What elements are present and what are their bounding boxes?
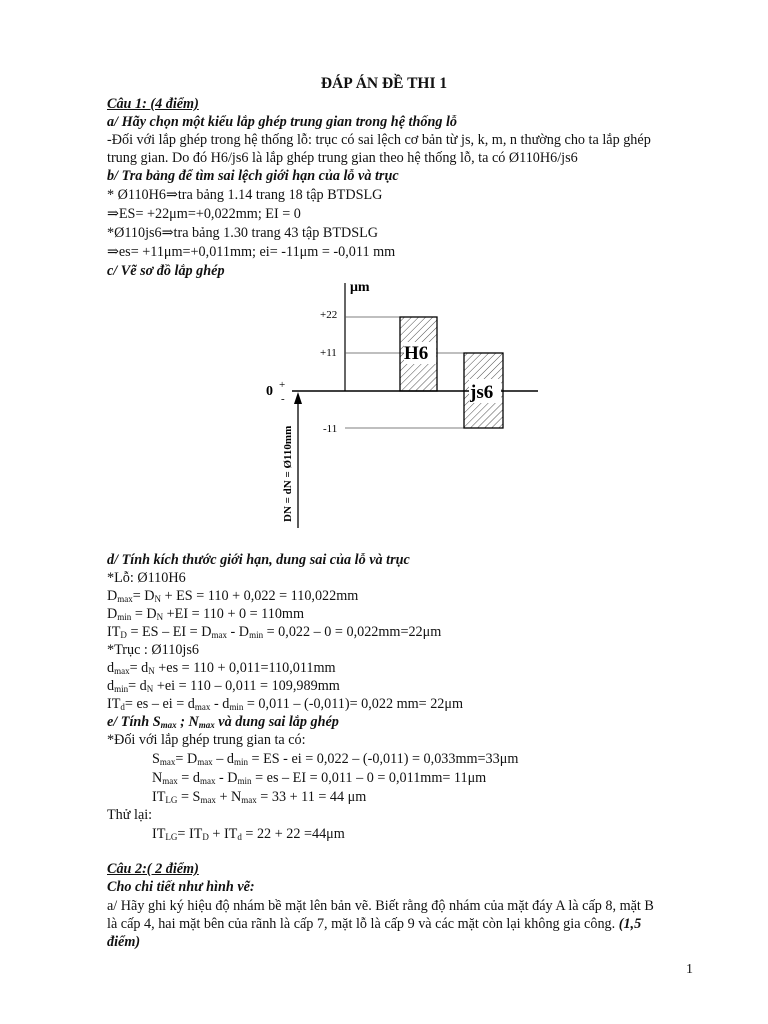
tick-p11: +11 [320,347,337,359]
q1-e-nmax: $N_{max} = d_{max} - D_{min}$ = es – EI = 0,011 – 0 = 0,011mm= 11μm [152,770,487,786]
nominal-arrow-head [294,392,302,404]
q1-check-equation: $IT_{LG}= IT_D + IT_d = 22 + 22 =44\mu m$ [152,826,345,842]
page-number: 1 [686,962,693,977]
q1-d-dmin: $D_{min} = D_N +EI = 110 + 0 = 110mm$ [107,606,305,622]
q1-e-itlg: $IT_{LG} = S_{max} + N_{max} = 33 + 11 = 44$ μm [152,789,367,805]
q1-d-smax: $d_{max}= d_N +es = 110 + 0,011=110,011mm$ [107,660,336,676]
tick-m11: -11 [323,423,338,435]
q2-a-points: (1,5 [618,916,642,932]
q2-a-line2-text: là cấp 4, hai mặt bên của rãnh là cấp 7, mặt lỗ là cấp 9 và các mặt còn lại không gia công. [107,916,616,932]
q1-d-dmax: $D_{max}= D_N$ + ES = 110 + 0,022 = 110,022mm [107,588,359,604]
hole-label: H6 [404,343,429,364]
plus-sign: + [279,379,286,391]
q1-b-line4: ⇒es= +11μm=+0,011mm; ei= -11μm = -0,011 mm [107,244,396,260]
q1-d-smin: $d_{min}= d_N +ei = 110 - 0,011 = 109,989mm$ [107,678,340,694]
q1-b-heading: b/ Tra bảng để tìm sai lệch giới hạn của lỗ và trục [107,168,399,184]
q1-d-its: $IT_d=$ es – ei = $d_{max} - d_{min} = 0,011 - (-0,011)= 0,022$ mm= 22μm [107,696,464,712]
minus-sign: - [281,393,285,405]
q1-d-heading: d/ Tính kích thước giới hạn, dung sai của lỗ và trục [107,552,410,568]
q1-heading: Câu 1: (4 điểm) [107,96,199,112]
q1-a-line1: -Đối với lắp ghép trong hệ thống lỗ: trục có sai lệch cơ bản từ js, k, m, n thường cho ta lắp ghép [107,132,651,148]
nominal-size-label: DN = dN = Ø110mm [282,425,294,522]
q1-b-line3: *Ø110js6⇒tra bảng 1.30 trang 43 tập BTDSLG [107,225,379,241]
q2-heading: Câu 2:( 2 điểm) [107,861,199,877]
q1-check-label: Thử lại: [107,807,153,823]
q1-c-heading: c/ Vẽ sơ đồ lắp ghép [107,263,225,279]
q1-d-hole: *Lỗ: Ø110H6 [107,570,186,586]
q1-a-line2: trung gian. Do đó H6/js6 là lắp ghép trung gian theo hệ thống lỗ, ta có Ø110H6/js6 [107,150,578,166]
tick-p22: +22 [320,309,338,321]
page-title: ĐÁP ÁN ĐỀ THI 1 [320,75,448,92]
zero-label: 0 [266,384,273,399]
q1-e-intro: *Đối với lắp ghép trung gian ta có: [107,732,306,748]
q1-d-shaft: *Trục : Ø110js6 [107,642,199,658]
q2-intro: Cho chi tiết như hình vẽ: [107,879,255,895]
q1-b-line1: * Ø110H6⇒tra bảng 1.14 trang 18 tập BTDSLG [107,187,383,203]
q1-e-heading: e/ Tính $S_{max}$ ; $N_{max}$ và dung sai lắp ghép [107,714,339,730]
shaft-label: js6 [470,382,494,403]
q2-a-points-cont: điểm) [107,934,141,950]
q1-a-heading: a/ Hãy chọn một kiểu lắp ghép trung gian trong hệ thống lỗ [107,114,458,130]
q2-a-line1: a/ Hãy ghi ký hiệu độ nhám bề mặt lên bản vẽ. Biết rằng độ nhám của mặt đáy A là cấp 8, mặt B [107,898,654,914]
q1-b-line2: ⇒ES= +22μm=+0,022mm; EI = 0 [107,206,301,222]
q1-e-smax: $S_{max}= D_{max} - d_{min}$ = ES - ei = 0,022 – (-0,011) = 0,033mm=33μm [152,751,519,767]
unit-label: μm [350,280,370,295]
q2-a-line2 [107,915,641,933]
q1-d-itd: $IT_D$ = ES – EI = $D_{max} - D_{min} = 0,022 - 0 = 0,022mm=22\mu m$ [107,624,442,640]
